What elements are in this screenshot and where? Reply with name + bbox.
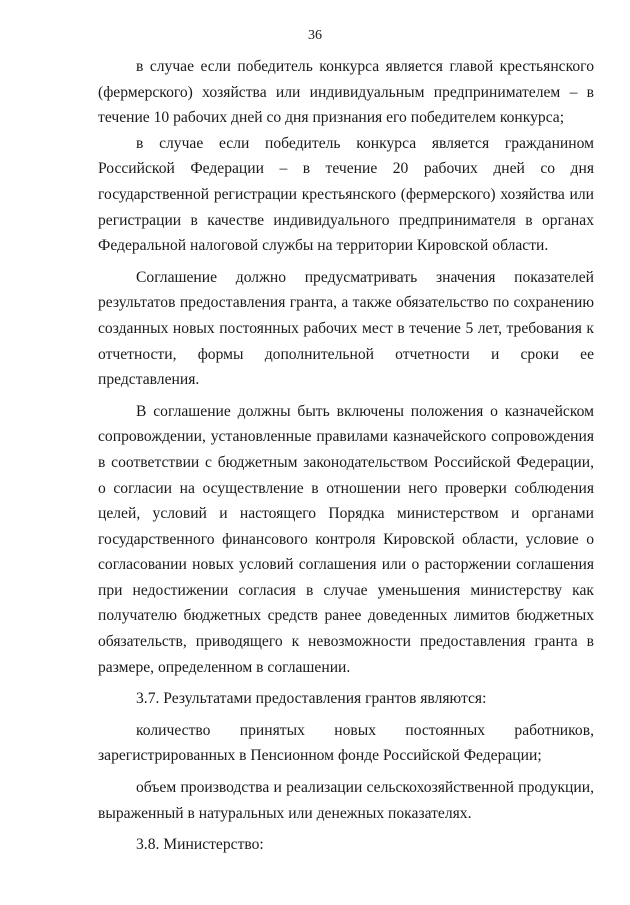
section-3-7-heading: 3.7. Результатами предоставления грантов являются:: [136, 690, 487, 708]
document-body: [98, 54, 594, 858]
paragraph-deadline-head-of-farm: в случае если победитель конкурса является главой крестьянского (фермерского) хозяйства или индивидуальным предпринимателем – в течение 10 рабочих дней со дня признания его победителем конкурса;: [98, 58, 594, 127]
paragraph-agreement-provisions: В соглашение должны быть включены положения о казначейском сопровождении, установленные правилами казначейского сопровождения в соответствии с бюджетным законодательством Российской Федерации, о согласии на осуществление в отношении него проверки соблюдения целей, условий и настоящего Порядка министерством и органами государственного финансового контроля Кировской области, условие о согласовании новых условий соглашения или о расторжении соглашения при недостижении согласия в случае уменьшения министерству как получателю бюджетных средств ранее доведенных лимитов бюджетных обязательств, приводящего к невозможности предоставления гранта в размере, определенном в соглашении.: [98, 402, 594, 676]
result-item-production-volume: объем производства и реализации сельскохозяйственной продукции, выраженный в натуральных или денежных показателях.: [98, 779, 594, 822]
section-3-8-heading: 3.8. Министерство:: [136, 836, 264, 854]
page-number: 36: [308, 28, 322, 43]
result-item-employees: количество принятых новых постоянных работников, зарегистрированных в Пенсионном фонде Российской Федерации;: [98, 721, 594, 765]
paragraph-deadline-citizen: в случае если победитель конкурса является гражданином Российской Федерации – в течение 20 рабочих дней со дня государственной регистрации крестьянского (фермерского) хозяйства или регистрации в качестве индивидуального предпринимателя в органах Федеральной налоговой службы на территории Кировской области.: [98, 134, 594, 255]
paragraph-agreement-indicators: Соглашение должно предусматривать значения показателей результатов предоставления гранта, а также обязательство по сохранению созданных новых постоянных рабочих мест в течение 5 лет, требования к отчетности, формы дополнительной отчетности и сроки ее представления.: [98, 268, 594, 389]
